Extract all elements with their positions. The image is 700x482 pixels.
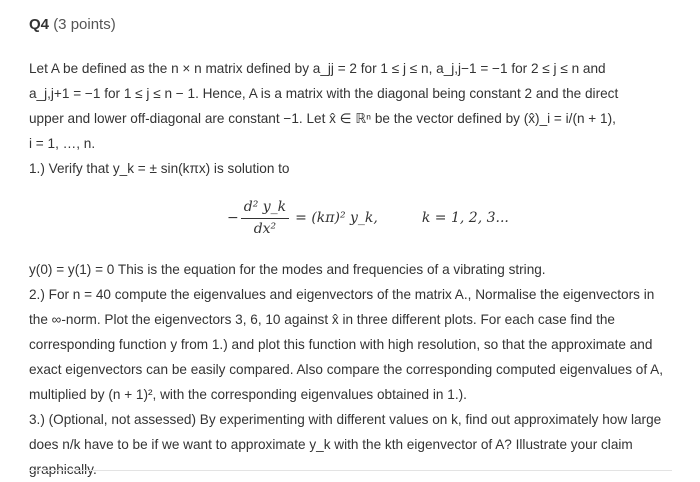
intro-line-3: upper and lower off-diagonal are constant −1. Let x̂ ∈ ℝⁿ be the vector defined by (x̂)_i = i/(n + 1), (29, 111, 616, 126)
second-derivative-fraction (241, 199, 289, 237)
intro-line-2: a_j,j+1 = −1 for 1 ≤ j ≤ n − 1. Hence, A is a matrix with the diagonal being constant 2 and the direct (29, 86, 619, 101)
part2-line-1: 2.) For n = 40 compute the eigenvalues and eigenvectors of the matrix A., Normalise the eigenvectors in (29, 287, 655, 302)
part3-line-2: does n/k have to be if we want to approximate y_k with the kth eigenvector of A? Illustrate your claim (29, 437, 633, 452)
part1-after: y(0) = y(1) = 0 This is the equation for the modes and frequencies of a vibrating string. (29, 262, 546, 277)
ode-equation (29, 189, 672, 247)
minus-sign: − (227, 210, 239, 226)
part1-text: 1.) Verify that y_k = ± sin(kπx) is solution to (29, 161, 290, 176)
intro-line-1: Let A be defined as the n × n matrix defined by a_jj = 2 for 1 ≤ j ≤ n, a_j,j−1 = −1 for 2 ≤ j ≤ n and (29, 61, 606, 76)
part2-line-4: exact eigenvectors can be easily compared. Also compare the corresponding computed eigenvalues of A, (29, 362, 663, 377)
intro-paragraph (29, 56, 672, 181)
bottom-divider (29, 470, 672, 471)
part2-line-5: multiplied by (n + 1)², with the corresponding eigenvalues obtained in 1.). (29, 387, 467, 402)
equation-rhs: = (kπ)² y_k, (295, 210, 378, 226)
part3-line-1: 3.) (Optional, not assessed) By experimenting with different values on k, find out approximately how large (29, 412, 662, 427)
intro-line-4: i = 1, …, n. (29, 136, 96, 151)
part2-line-3: corresponding function y from 1.) and plot this function with high resolution, so that the approximate and (29, 337, 653, 352)
fraction-numerator: d² y_k (243, 199, 287, 215)
fraction-denominator: dx² (253, 221, 277, 237)
question-points: (3 points) (53, 16, 116, 33)
part3-line-3: graphically. (29, 462, 97, 477)
body-paragraphs (29, 257, 672, 482)
question-heading (29, 16, 672, 34)
equation-condition: k = 1, 2, 3... (421, 210, 509, 226)
part2-line-2: the ∞-norm. Plot the eigenvectors 3, 6, 10 against x̂ in three different plots. For each case find the (29, 312, 615, 327)
question-label: Q4 (29, 16, 50, 33)
ode-lhs-rhs (227, 199, 378, 237)
